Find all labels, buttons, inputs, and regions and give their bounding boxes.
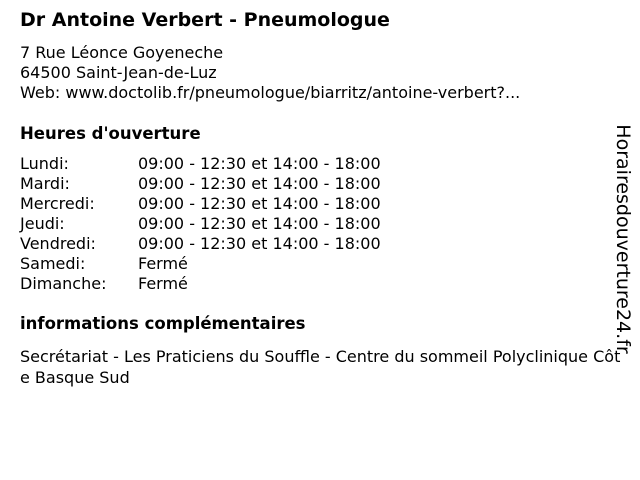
- day-label: Mercredi:: [20, 194, 95, 213]
- watermark-text: Horairesdouverture24.fr: [612, 124, 634, 354]
- hours-row-dimanche: [20, 274, 381, 294]
- day-label: Lundi:: [20, 154, 69, 173]
- opening-time: 09:00 - 12:30 et 14:00 - 18:00: [138, 154, 381, 173]
- hours-row-lundi: [20, 154, 381, 174]
- street-address: 7 Rue Léonce Goyeneche: [20, 43, 224, 62]
- hours-row-mercredi: [20, 194, 381, 214]
- website-link[interactable]: Web: www.doctolib.fr/pneumologue/biarritz/antoine-verbert?...: [20, 83, 521, 102]
- info-text: Secrétariat - Les Praticiens du Souffle - Centre du sommeil Polyclinique Côte Basque Sud: [20, 347, 621, 387]
- day-label: Dimanche:: [20, 274, 107, 293]
- opening-time: 09:00 - 12:30 et 14:00 - 18:00: [138, 174, 381, 193]
- opening-time: 09:00 - 12:30 et 14:00 - 18:00: [138, 234, 381, 253]
- opening-time: Fermé: [138, 254, 188, 273]
- day-label: Jeudi:: [20, 214, 65, 233]
- info-heading: informations complémentaires: [20, 314, 306, 333]
- hours-row-vendredi: [20, 234, 381, 254]
- hours-heading: Heures d'ouverture: [20, 124, 201, 143]
- hours-row-samedi: [20, 254, 381, 274]
- opening-time: 09:00 - 12:30 et 14:00 - 18:00: [138, 194, 381, 213]
- address-block: [20, 43, 520, 103]
- opening-time: 09:00 - 12:30 et 14:00 - 18:00: [138, 214, 381, 233]
- city-address: 64500 Saint-Jean-de-Luz: [20, 63, 217, 82]
- day-label: Mardi:: [20, 174, 70, 193]
- day-label: Samedi:: [20, 254, 86, 273]
- hours-row-mardi: [20, 174, 381, 194]
- day-label: Vendredi:: [20, 234, 96, 253]
- page-title: Dr Antoine Verbert - Pneumologue: [20, 9, 390, 31]
- hours-row-jeudi: [20, 214, 381, 234]
- opening-time: Fermé: [138, 274, 188, 293]
- hours-table: [20, 154, 381, 294]
